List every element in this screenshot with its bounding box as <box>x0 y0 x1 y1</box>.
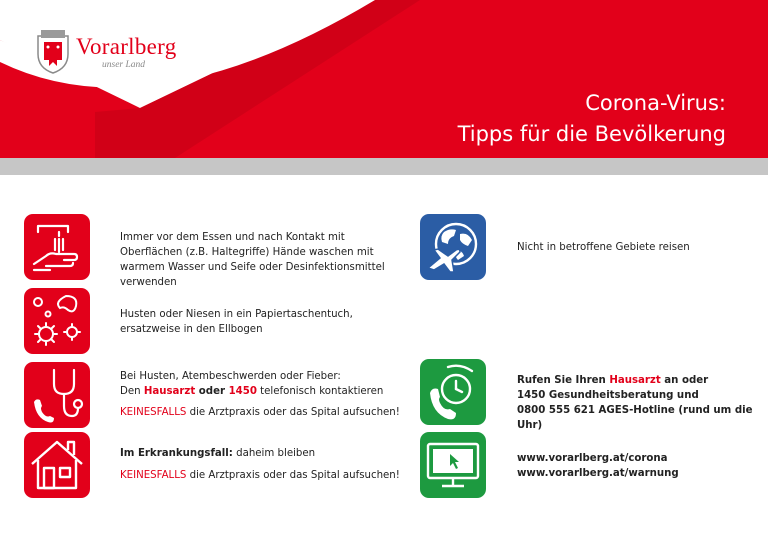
call-line1-c: an oder <box>660 375 709 386</box>
call-line3: 0800 555 621 AGES-Hotline (rund um die Uhr) <box>517 405 753 431</box>
warnung-link[interactable]: www.vorarlberg.at/warnung <box>517 468 679 479</box>
tip-tile-handwashing <box>24 214 90 280</box>
keinesfalls-highlight: KEINESFALLS <box>120 470 187 481</box>
symptoms-line2 <box>120 384 400 399</box>
tip-tile-symptoms <box>24 362 90 428</box>
stay-home-warning-rest: die Arztpraxis oder das Spital aufsuchen! <box>186 470 400 481</box>
virus-germs-icon <box>24 288 90 354</box>
house-icon <box>24 432 90 498</box>
tip-call-text <box>517 373 762 433</box>
symptoms-line2-c: oder <box>195 386 229 397</box>
stethoscope-phone-icon <box>24 362 90 428</box>
logo-name: Vorarlberg <box>76 34 177 59</box>
tip-coughing-text: Husten oder Niesen in ein Papiertaschentuch, ersatzweise in den Ellbogen <box>120 309 353 335</box>
tip-tile-call <box>420 359 486 425</box>
corona-link[interactable]: www.vorarlberg.at/corona <box>517 453 668 464</box>
symptoms-line2-a: Den <box>120 386 144 397</box>
hotline-1450-highlight: 1450 <box>228 386 257 397</box>
tip-stay-home-text <box>120 446 400 483</box>
keinesfalls-highlight: KEINESFALLS <box>120 407 187 418</box>
stay-home-line1 <box>120 446 400 461</box>
hand-washing-icon <box>24 214 90 280</box>
coat-of-arms-icon <box>36 30 70 74</box>
symptoms-line1: Bei Husten, Atembeschwerden oder Fieber: <box>120 371 341 382</box>
logo <box>36 30 226 82</box>
phone-clock-icon <box>420 359 486 425</box>
tip-travel-text: Nicht in betroffene Gebiete reisen <box>517 242 690 253</box>
computer-monitor-icon <box>420 432 486 498</box>
hausarzt-highlight: Hausarzt <box>143 386 196 397</box>
tip-tile-stay-home <box>24 432 90 498</box>
hausarzt-highlight: Hausarzt <box>609 375 661 386</box>
stay-home-warning <box>120 468 400 483</box>
call-line2: 1450 Gesundheitsberatung und <box>517 390 699 401</box>
symptoms-warning <box>120 405 400 420</box>
symptoms-line2-e: telefonisch kontaktieren <box>256 386 384 397</box>
call-line1 <box>517 373 762 388</box>
tip-symptoms-text <box>120 369 400 420</box>
header-banner <box>0 0 768 175</box>
page-title-line1: Corona-Virus: <box>585 91 726 115</box>
stay-home-label: Im Erkrankungsfall: <box>120 448 233 459</box>
symptoms-warning-rest: die Arztpraxis oder das Spital aufsuchen! <box>186 407 400 418</box>
stay-home-rest: daheim bleiben <box>232 448 316 459</box>
tip-handwashing-text: Immer vor dem Essen und nach Kontakt mit Oberflächen (z.B. Haltegriffe) Hände waschen mit warmem Wasser und Seife oder Desinfektionsmittel verwenden <box>120 232 385 288</box>
tip-tile-web <box>420 432 486 498</box>
tip-web-text <box>517 451 757 481</box>
globe-airplane-icon <box>420 214 486 280</box>
call-line1-a: Rufen Sie Ihren <box>517 375 610 386</box>
logo-tagline: unser Land <box>102 60 146 70</box>
tip-tile-travel <box>420 214 486 280</box>
page-title-line2: Tipps für die Bevölkerung <box>457 122 726 146</box>
tip-tile-coughing <box>24 288 90 354</box>
